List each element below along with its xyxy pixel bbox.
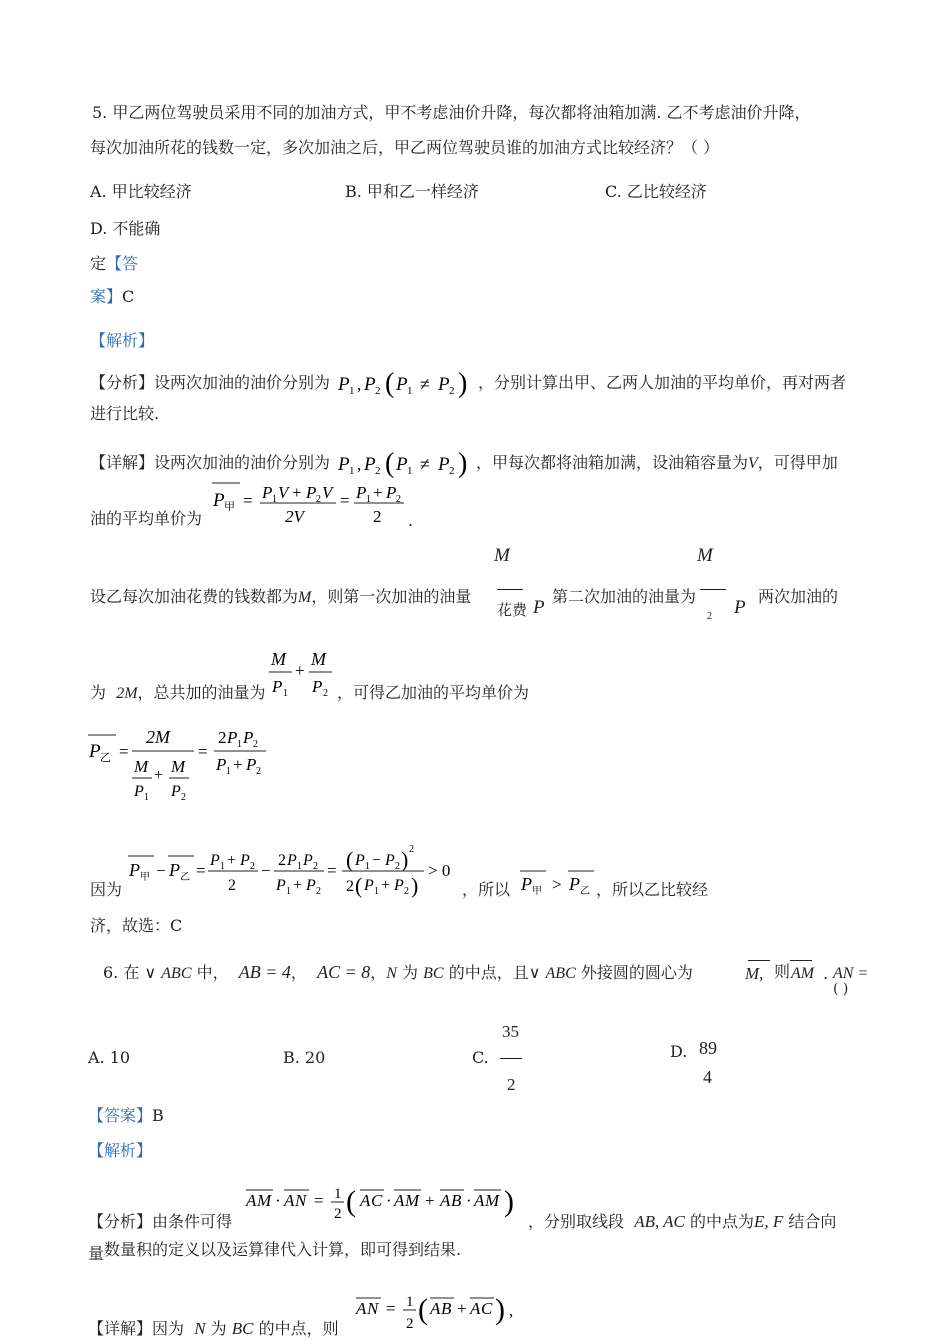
q5-xiangjie-tag: 【详解】: [90, 453, 155, 472]
q5-compare-formula: [124, 840, 464, 898]
f2-den-sub2: 2: [316, 886, 321, 897]
q6-xiangjie-tag: 【详解】: [88, 1319, 153, 1338]
q6-option-d-num: 89: [699, 1038, 717, 1058]
f2-sub1: 1: [297, 861, 302, 872]
den-m2: M: [171, 757, 186, 776]
q6-stem-e: 的中点，且: [448, 963, 529, 982]
num2-p1: P: [227, 728, 238, 747]
p2-symbol: P: [364, 374, 376, 395]
sub-yi: 乙: [580, 886, 590, 897]
paren-open: (: [385, 368, 395, 399]
num-plus: +: [292, 483, 302, 502]
q5-answer-tag-b: 案】: [90, 287, 123, 306]
q5-yi-frac2-bar: [700, 589, 726, 590]
q6-m-label: M,: [745, 964, 764, 983]
q6-xiangjie-line: [88, 1319, 339, 1339]
q5-yi-frac1-bar: [497, 589, 523, 590]
q5-fenxi-text: 设两次加油的油价分别为: [154, 373, 331, 392]
q6-option-c-num: 35: [502, 1022, 519, 1041]
num-2m: 2M: [146, 727, 170, 747]
q5-xiangjie-tail-text: ，甲每次都将油箱加满，设油箱容量为: [476, 453, 749, 472]
q5-yi-total-line: [90, 683, 266, 704]
q6-then: 则: [774, 962, 791, 981]
half-den: 2: [406, 1316, 414, 1332]
q6-dot: .: [823, 964, 829, 983]
p-yi: P: [89, 741, 101, 762]
plus: +: [457, 1299, 467, 1318]
q6-fenxi-text: 由条件可得: [152, 1212, 233, 1231]
eq2: =: [340, 491, 350, 510]
f1-sub1: 1: [220, 861, 225, 872]
p2-symbol-b: P: [438, 374, 450, 395]
q5-jia-avg-label: 油的平均单价为: [90, 509, 203, 528]
half-den: 2: [334, 1206, 342, 1222]
f3-p1: P: [355, 852, 365, 869]
p1-sub: 1: [349, 385, 355, 397]
q5-xiangjie-tail: [476, 453, 838, 474]
q5-answer-tag-a: 【答: [106, 254, 139, 273]
q6-fenxi-line2-a: 量: [88, 1244, 105, 1263]
p1-sub-b: 1: [407, 385, 413, 397]
q6-fenxi-tail2: 结合向: [788, 1212, 837, 1231]
q6-fenxi-formula: [242, 1178, 527, 1230]
frac2-den: P: [312, 677, 323, 696]
f2-den-plus: +: [293, 877, 303, 894]
sub-jia: 甲: [224, 501, 235, 513]
an-n: N: [295, 1191, 307, 1210]
num2-p2: P: [243, 728, 254, 747]
q5-answer-line2: [90, 287, 134, 307]
q5-conclusion: 济，故选：C: [90, 916, 183, 935]
q6-abc: ABC: [161, 965, 192, 982]
an-a: A: [284, 1191, 295, 1210]
num-v2: V: [322, 483, 333, 502]
eq2: =: [198, 742, 208, 761]
q5-fenxi-tag: 【分析】: [90, 373, 155, 392]
num2-2: 2: [218, 728, 227, 747]
q6-ab-eq: AB = 4: [238, 962, 291, 982]
frac1-sub: 1: [283, 688, 288, 699]
q6-stem-a: 在: [123, 963, 140, 982]
q5-because: 因为: [90, 880, 123, 899]
sub-jia: 甲: [140, 872, 150, 883]
paren-open: (: [385, 448, 395, 479]
frac1-num: M: [271, 649, 286, 669]
p-jia: P: [213, 490, 225, 511]
q6-fenxi-tail: ，分别取线段: [528, 1212, 625, 1231]
am3-a: A: [474, 1191, 485, 1210]
p-yi: P: [169, 860, 180, 880]
comma: ,: [509, 1301, 514, 1320]
q5-yi-spend-a: 设乙每次加油花费的钱数都为: [90, 587, 299, 606]
q5-option-c: C. 乙比较经济: [605, 182, 707, 201]
q6-fenxi-ab-ac: AB, AC: [634, 1212, 685, 1231]
q6-xiangjie-mid: 的中点，则: [258, 1319, 339, 1338]
q6-ac-eq: AC = 8: [317, 962, 371, 982]
f2-2: 2: [278, 852, 286, 869]
p1-sub: 1: [349, 465, 355, 477]
q6-am-label: AM: [791, 965, 815, 982]
p1-sub-b: 1: [407, 465, 413, 477]
p2-sub: 2: [375, 385, 381, 397]
an-a: A: [356, 1299, 367, 1318]
am2-m: M: [405, 1191, 420, 1210]
f2-sub2: 2: [313, 861, 318, 872]
f3-minus: −: [372, 852, 382, 869]
f2-den-sub1: 1: [286, 886, 291, 897]
q5-yi-avg-label: ，可得乙加油的平均单价为: [337, 683, 530, 702]
comma: ,: [357, 455, 362, 474]
f1-plus: +: [227, 852, 237, 869]
num2-sub1: 1: [366, 494, 371, 505]
paren-close: ): [495, 1293, 505, 1326]
q5-yi-frac2-num: M: [697, 545, 713, 566]
minus1: −: [156, 861, 166, 880]
f3-den-close: ): [411, 873, 419, 898]
plus: +: [295, 661, 305, 680]
q5-xiangjie-formula: [334, 446, 484, 480]
f2-p2: P: [303, 852, 313, 869]
q6-xiangjie-formula: [352, 1286, 522, 1344]
q6-am-arrow: [790, 960, 812, 961]
cdot2: ·: [386, 1191, 392, 1210]
f3-sub1: 1: [365, 861, 370, 872]
q5-xiangjie-text: 设两次加油的油价分别为: [154, 453, 331, 472]
neq-sign: ≠: [420, 374, 430, 394]
q5-option-d: D. 不能确: [90, 219, 161, 238]
gt-zero: > 0: [428, 861, 451, 880]
q5-fenxi-line: [90, 373, 330, 393]
paren-open: (: [418, 1293, 428, 1326]
f2-den-p1: P: [276, 877, 286, 894]
num-v1: V: [278, 483, 289, 502]
q5-yi-frac2-den: P: [734, 597, 746, 618]
den2-sub1: 1: [226, 766, 231, 777]
paren-close: ): [504, 1185, 514, 1218]
eq: =: [314, 1191, 324, 1210]
f3-den-sub2: 2: [404, 886, 409, 897]
p2-symbol-b: P: [438, 454, 450, 475]
f3-den-2: 2: [346, 878, 354, 895]
q6-option-a: A. 10: [88, 1048, 131, 1067]
q6-n: N: [386, 965, 397, 982]
num-sub1: 1: [272, 494, 277, 505]
q6-stem-f: 外接圆的圆心为: [580, 963, 693, 982]
q6-option-c: C.: [472, 1048, 489, 1067]
q6-m-arrow: [748, 960, 770, 961]
q5-answer-line1: [90, 254, 138, 274]
sub-yi: 乙: [100, 752, 111, 764]
q5-yi-frac1-den: P: [533, 597, 545, 618]
num2-sub2: 2: [396, 494, 401, 505]
q5-option-d-tail: 定: [90, 254, 107, 273]
p2-symbol: P: [364, 454, 376, 475]
den-sub1: 1: [144, 792, 149, 803]
q6-comma1: ，: [290, 963, 307, 982]
num-sub2: 2: [316, 494, 321, 505]
f1-den: 2: [228, 877, 236, 894]
f1-p2: P: [240, 852, 250, 869]
q5-so-text2: ，所以乙比较经: [596, 880, 709, 899]
q5-fenxi-formula: [334, 366, 484, 400]
q5-jia-avg-formula: [208, 478, 418, 530]
gt: >: [552, 875, 562, 894]
p1-symbol-b: P: [396, 374, 408, 395]
q6-fenxi-tag: 【分析】: [88, 1212, 153, 1231]
f2-p1: P: [287, 852, 297, 869]
frac1-den: P: [272, 677, 283, 696]
eq1: =: [196, 861, 206, 880]
q6-stem-d: 为: [402, 963, 419, 982]
q6-xiangjie-n: N: [194, 1319, 206, 1338]
p1-symbol: P: [338, 454, 350, 475]
q5-yi-2m: 2M: [116, 685, 138, 702]
ab-a: A: [440, 1191, 451, 1210]
q5-yi-stray-word: 花费: [497, 601, 528, 619]
f2-den-p2: P: [306, 877, 316, 894]
f3-sq: 2: [409, 844, 414, 855]
num-p1: P: [262, 483, 273, 502]
q6-xiangjie-wei: 为: [210, 1319, 227, 1338]
q6-option-d-den: 4: [703, 1067, 712, 1087]
eq2: =: [327, 861, 337, 880]
q6-fenxi-tail-line: [528, 1212, 836, 1232]
minus2: −: [261, 861, 271, 880]
q6-option-c-bar: [500, 1058, 522, 1059]
ab-b: B: [451, 1191, 462, 1210]
q6-xiangjie-text: 因为: [152, 1319, 185, 1338]
am-a: A: [246, 1191, 257, 1210]
q6-num: 6.: [103, 963, 119, 982]
den-p2: P: [171, 783, 181, 800]
q5-yi-wei: 为: [90, 683, 107, 702]
p2-sub: 2: [375, 465, 381, 477]
f3-den-p1: P: [364, 877, 374, 894]
q5-yi-spend-b: ，则第一次加油的油量: [311, 587, 472, 606]
frac2-num: M: [311, 649, 326, 669]
paren-close: ): [458, 448, 468, 479]
q6-xiangjie-bc: BC: [231, 1319, 254, 1338]
q5-option-a: A. 甲比较经济: [90, 182, 192, 201]
q6-fenxi-line2: [88, 1240, 462, 1263]
q5-xiangjie-tail2: ，可得甲加: [757, 453, 838, 472]
den-2v: 2V: [285, 507, 304, 526]
q6-stem-c: ，: [370, 963, 387, 982]
paren-open: (: [346, 1185, 356, 1218]
cdot3: ·: [466, 1191, 472, 1210]
q6-bc: BC: [423, 965, 444, 982]
q6-analysis-tag: 【解析】: [88, 1141, 153, 1160]
ab-a: A: [430, 1299, 441, 1318]
q5-yi-frac2-sub: 2: [707, 611, 712, 622]
q6-stem-b: 中，: [196, 963, 229, 982]
q5-so-text: ，所以: [462, 880, 511, 899]
q6-answer-value: B: [152, 1106, 164, 1125]
q6-fenxi-line2-b: 数量积的定义以及运算律代入计算，即可得到结果.: [104, 1240, 462, 1259]
sub-yi: 乙: [180, 872, 190, 883]
am3-m: M: [485, 1191, 500, 1210]
num2-sub1: 1: [237, 739, 242, 750]
ac-c: C: [371, 1191, 383, 1210]
an-n: N: [367, 1299, 379, 1318]
sub-jia: 甲: [532, 886, 542, 897]
comma: ,: [357, 375, 362, 394]
half-num: 1: [406, 1294, 414, 1310]
q5-fenxi-line2: 进行比较.: [90, 404, 160, 423]
q6-triangle-icon-2: ∨: [528, 963, 541, 982]
am2-a: A: [394, 1191, 405, 1210]
f3-den-plus: +: [381, 877, 391, 894]
q6-an-label: AN =: [833, 965, 869, 982]
den2-plus: +: [233, 755, 243, 774]
num2-sub2: 2: [253, 739, 258, 750]
q5-xiangjie-line: [90, 453, 330, 473]
den-sub2: 2: [181, 792, 186, 803]
q5-yi-second: 第二次加油的油量为: [552, 587, 697, 606]
q6-answer-line: [88, 1106, 164, 1126]
num2-plus: +: [373, 483, 383, 502]
f1-p1: P: [210, 852, 220, 869]
num-p2: P: [306, 483, 317, 502]
f3-den-sub1: 1: [374, 886, 379, 897]
f3-p2: P: [385, 852, 395, 869]
eq: =: [119, 742, 129, 761]
f3-den-p2: P: [394, 877, 404, 894]
ab-b: B: [441, 1299, 452, 1318]
f3-paren-close: ): [401, 847, 409, 872]
q5-xiangjie-v: V: [748, 455, 758, 472]
ac-a: A: [470, 1299, 481, 1318]
q6-fenxi-line: [88, 1212, 232, 1232]
q5-yi-frac1-num: M: [494, 545, 510, 566]
q6-answer-tag: 【答案】: [88, 1106, 153, 1125]
q5-yi-line: [90, 587, 471, 608]
q5-yi-total-formula: [266, 645, 338, 703]
q5-answer-value: C: [122, 287, 135, 306]
num2-p2: P: [386, 483, 397, 502]
eq: =: [386, 1299, 396, 1318]
den2-p2: P: [246, 755, 257, 774]
f3-den-open: (: [355, 873, 363, 898]
p2-sub-b: 2: [449, 465, 455, 477]
ac-a: A: [360, 1191, 371, 1210]
q5-yi-avg-formula: [84, 722, 284, 804]
num2-p1: P: [356, 483, 367, 502]
p-yi: P: [569, 874, 580, 894]
q5-stem-line2: 每次加油所花的钱数一定，多次加油之后，甲乙两位驾驶员谁的加油方式比较经济？（ ）: [90, 138, 720, 157]
q6-triangle-icon: ∨: [144, 963, 157, 982]
q6-abc-2: ABC: [545, 965, 576, 982]
q6-option-c-den: 2: [507, 1075, 516, 1094]
q6-stem: [103, 962, 693, 984]
q5-stem-line1: 5. 甲乙两位驾驶员采用不同的加油方式，甲不考虑油价升降，每次都将油箱加满. 乙不考虑油价升降，: [92, 103, 811, 122]
den-m1: M: [134, 757, 149, 776]
q5-jia-period: .: [408, 511, 414, 530]
q5-yi-two-times: 两次加油的: [758, 587, 839, 606]
eq: =: [243, 491, 253, 510]
q6-fenxi-mid: 的中点为: [689, 1212, 754, 1231]
q6-option-b: B. 20: [283, 1048, 326, 1067]
half-num: 1: [334, 1186, 342, 1202]
plus: +: [425, 1191, 435, 1210]
p1-symbol: P: [338, 374, 350, 395]
q6-fenxi-ef: E, F: [753, 1212, 784, 1231]
f3-sub2: 2: [395, 861, 400, 872]
q6-option-d: D.: [670, 1042, 688, 1061]
den2-p1: P: [216, 755, 227, 774]
p-jia: P: [129, 860, 140, 880]
q6-paren: ( ): [833, 981, 849, 997]
den-p1: P: [134, 783, 144, 800]
cdot1: ·: [275, 1191, 281, 1210]
frac2-sub: 2: [323, 688, 328, 699]
ac-c: C: [481, 1299, 493, 1318]
p2-sub-b: 2: [449, 385, 455, 397]
f1-sub2: 2: [250, 861, 255, 872]
q5-compare-result: [516, 866, 606, 900]
q5-option-b: B. 甲和乙一样经济: [345, 182, 479, 201]
den2-2: 2: [373, 507, 382, 526]
q5-fenxi-tail: ，分别计算出甲、乙两人加油的平均单价，再对两者: [478, 373, 847, 392]
paren-close: ): [458, 368, 468, 399]
q5-analysis-tag: 【解析】: [90, 331, 155, 350]
q5-yi-spend-m: M: [298, 589, 312, 606]
am-m: M: [257, 1191, 272, 1210]
neq-sign: ≠: [420, 454, 430, 474]
p-jia: P: [521, 874, 532, 894]
den2-sub2: 2: [256, 766, 261, 777]
p1-symbol-b: P: [396, 454, 408, 475]
q5-yi-total: ，总共加的油量为: [137, 683, 266, 702]
den-plus: +: [154, 767, 164, 784]
f3-paren-open: (: [346, 847, 354, 872]
